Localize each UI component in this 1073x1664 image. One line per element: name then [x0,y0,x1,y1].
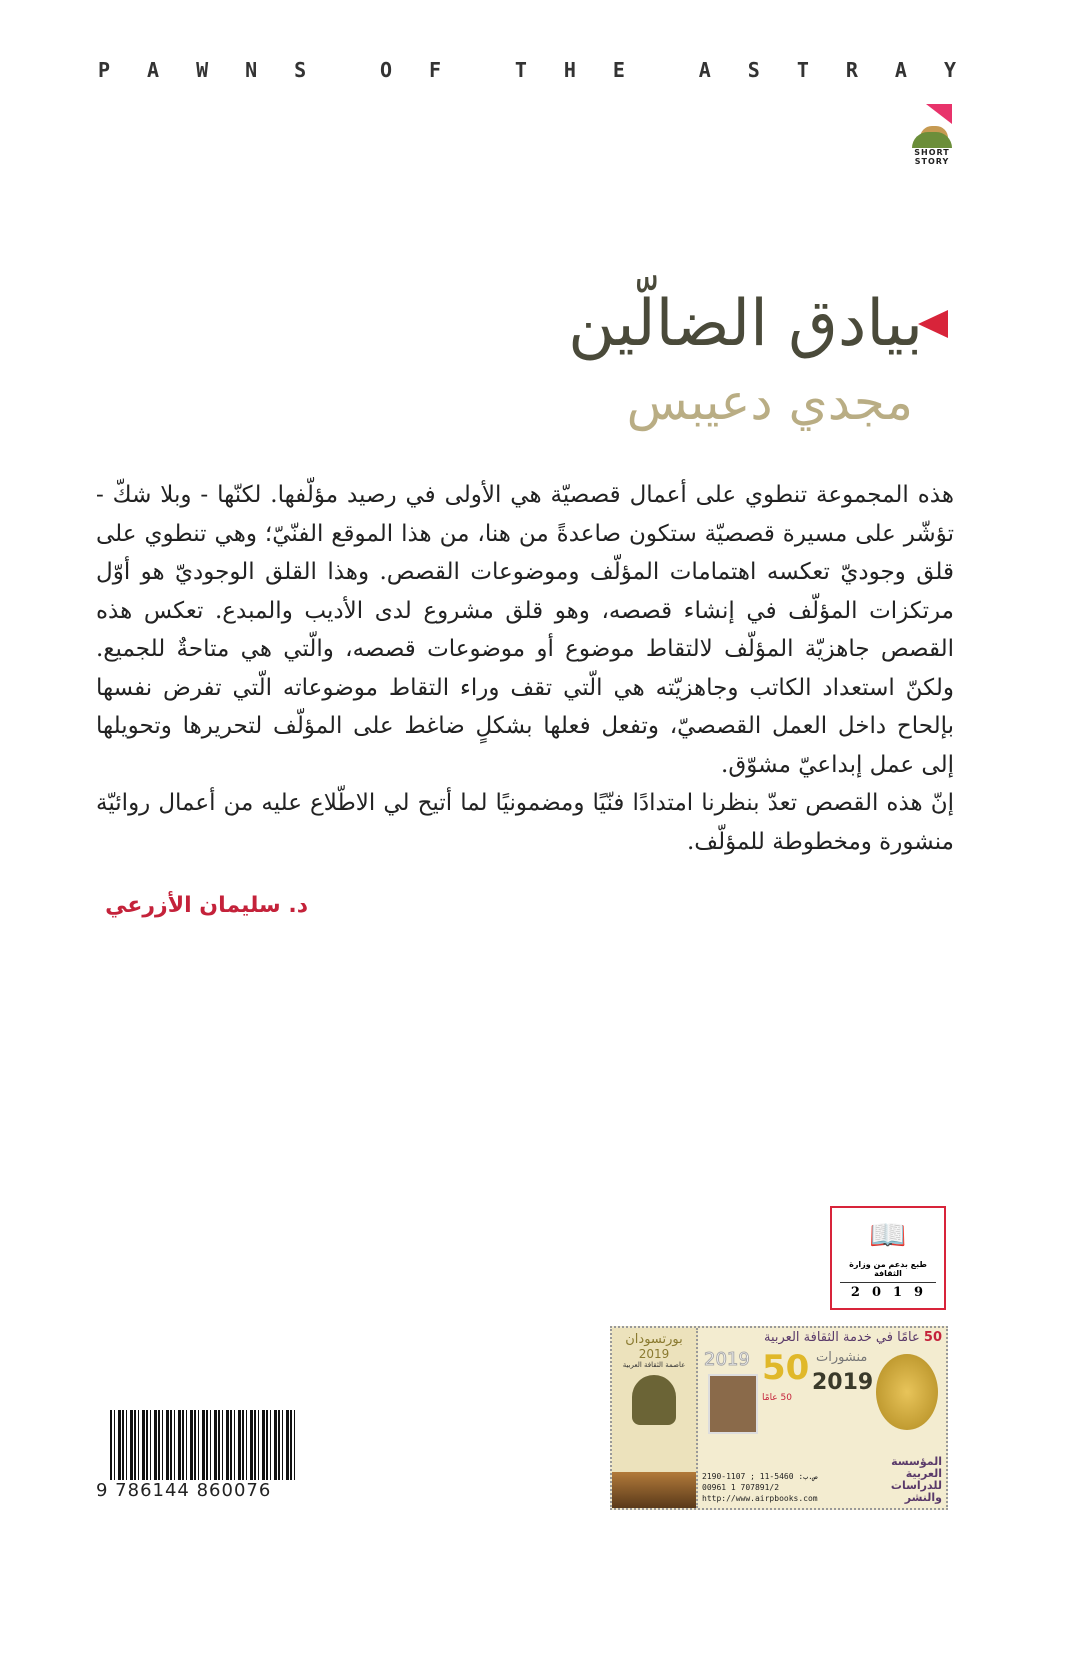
stamp-city: بورتسودان [625,1332,683,1347]
stamp-year-main: 2019 [812,1370,874,1395]
series-word: THE [514,58,662,82]
book-icon: 📖 [869,1218,907,1253]
blurb [96,476,954,861]
series-title [98,58,993,82]
barcode-bars [110,1410,296,1480]
book-author: مجدي دعيبس [626,373,913,431]
coin-image [876,1354,938,1430]
publisher-stamp [610,1326,948,1510]
stamp-years-label: 50 عامًا [762,1393,792,1403]
pyramids-image [612,1472,696,1508]
short-story-icon [912,104,952,148]
portrait-image [708,1374,758,1434]
book-title: بيادق الضالّين [568,287,923,361]
series-word: ASTRAY [698,58,993,82]
short-story-logo [910,104,954,166]
series-word: PAWNS [98,58,344,82]
isbn-number: 9 786144 860076 [96,1480,272,1501]
blurb-paragraph: هذه المجموعة تنطوي على أعمال قصصيّة هي الأولى في رصيد مؤلّفها. لكنّها - وبلا شكّ - تؤشّر على مسيرة قصصيّة ستكون صاعدةً من هنا، من هذا الموقع الفنّيّ؛ وهي تنطوي على قلق وجوديّ تعكسه اهتمامات المؤلّف وموضوعات القصص. وهذا القلق الوجوديّ هو أوّل مرتكزات المؤلّف في إنشاء قصصه، وهو قلق مشروع لدى الأديب والمبدع. تعكس هذه القصص جاهزيّة المؤلّف لالتقاط موضوع أو موضوعات قصصه، والّتي هي متاحةٌ للجميع. ولكنّ استعداد الكاتب وجاهزيّته هي الّتي تقف وراء التقاط موضوعاته الّتي تفرض نفسها بإلحاح داخل العمل القصصيّ، وتفعل فعلها بشكلٍ ضاغط على المؤلّف لتحريرها وتحويلها إلى عمل إبداعيّ مشوّق. [96,482,954,778]
stamp-year-outline: 2019 [704,1349,750,1370]
series-word: OF [379,58,479,82]
logo-line1: SHORT [914,148,950,157]
stamp-city-year: 2019 [638,1347,670,1361]
signature: د. سليمان الأزرعي [105,893,308,918]
stamp-big-number: 50 [762,1348,810,1388]
stamp-contact: 2190-1107 ; 11-5460 :ص.ب 00961 1 707891/2 http://www.airpbooks.com [702,1472,818,1503]
ministry-year: 2019 [850,1285,936,1300]
ministry-of-culture-logo [830,1206,946,1310]
stamp-publisher: المؤسسة العربية للدراسات والنشر [890,1455,942,1504]
stamp-city-caption: عاصمة الثقافة العربية [622,1361,686,1369]
stamp-mansh: منشورات [816,1350,868,1365]
isbn-barcode [96,1410,296,1501]
stamp-header: 50 عامًا في خدمة الثقافة العربية [764,1330,942,1345]
back-cover-text [96,476,954,921]
logo-line2: STORY [914,157,950,166]
portrait-image [632,1375,676,1425]
blurb-paragraph: إنّ هذه القصص تعدّ بنظرنا امتدادًا فنّيًا ومضمونيًا لما أتيح لي الاطّلاع عليه من أعمال روائيّة منشورة ومخطوطة للمؤلّف. [96,790,954,855]
ministry-note: طبع بدعم من وزارة الثقافة [840,1260,936,1283]
